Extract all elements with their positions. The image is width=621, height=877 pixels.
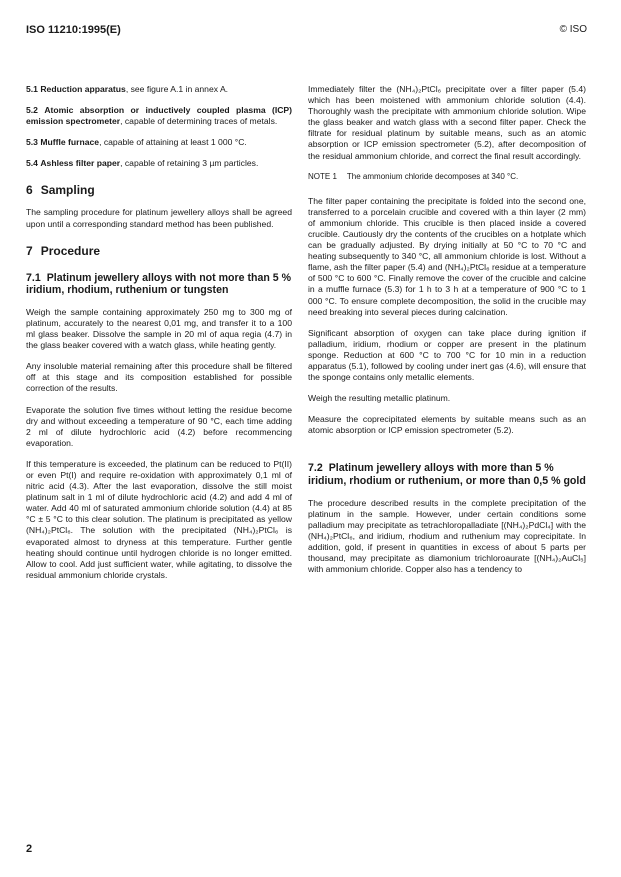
ashing-paragraph: The filter paper containing the precipitate is folded into the second one, transferred to a porcelain crucible and covered with a thin layer (2 mm) of ammonium chloride. This crucible is then placed inside a covered crucible. Cautiously dry the contents of the crucibles on a hotplate which can be gradually adjusted. By drying initially at 50 °C to 70 °C and heating subsequently to 340 °C, all ammonium chloride is lost. Without a flame, ash the filter paper (5.4) and (NH₄)₂PtCl₆ residue at a temperature of 500 °C to 600 °C. Finally remove the cover of the crucible and calcine in a muffle furnace (5.3) for 1 h to 3 h at a temperature of 900 °C to 1 000 °C. To ensure complete decomposition, the solid in the crucible may need breaking into several pieces during calcination. [308,195,586,317]
page-number: 2 [26,843,33,855]
item-5-1 [26,84,292,95]
item-number: 5.1 [26,84,38,94]
subsection-title: Platinum jewellery alloys with not more than 5 % iridium, rhodium, ruthenium or tungsten [26,271,292,297]
item-text: , capable of retaining 3 µm particles. [120,158,259,169]
oxygen-absorption-paragraph: Significant absorption of oxygen can take place during ignition if palladium, iridium, rhodium or copper are present in the platinum sponge. Reduction at 600 °C to 700 °C for 10 min in a reduction apparatus (5.1), followed by cooling under inert gas (4.6), will ensure that the sponge contains only metallic elements. [308,327,586,383]
sampling-paragraph: The sampling procedure for platinum jewellery alloys shall be agreed upon until a corresponding standard method has been published. [26,207,292,229]
subsection-title: Platinum jewellery alloys with more than 5 % iridium, rhodium or ruthenium, or more than 0,5 % gold [308,462,586,488]
note-label: NOTE 1 [308,171,337,181]
procedure-paragraph: Evaporate the solution five times without letting the residue become dry and without exceeding a temperature of 90 °C, each time adding 2 ml of dilute hydrochloric acid (4.2) before recommencing evaporation. [26,404,292,448]
item-5-3 [26,137,292,148]
page-header [26,24,587,40]
section-title: Procedure [40,243,101,258]
subsection-number: 7.1 [26,271,41,284]
procedure-paragraph: If this temperature is exceeded, the platinum can be reduced to Pt(II) or even Pt(I) and require re-oxidation with approximately 0,1 ml of nitric acid (4.3). After the last evaporation, dissolve the still moist platinum salt in 1 ml of dilute hydrochloric acid (4.2) and add 4 ml of water. Add 40 ml of saturated ammonium chloride solution (4.4) at 85 °C ± 5 °C to this clear solution. The platinum is precipitated as yellow (NH₄)₂PtCl₆. The solution with the precipitated (NH₄)₂PtCl₆ is evaporated almost to dryness at this temperature. Further gentle heating should continue until hydrogen chloride is no longer emitted. Allow to cool. Add just sufficient water, while agitating, to dissolve the residual ammonium chloride crystals. [26,458,292,580]
precipitation-paragraph: The procedure described results in the complete precipitation of the platinum in the sample. However, under certain conditions some palladium may precipitate as tetrachloropalladiate [(NH₄)₂PdCl₄] with the (NH₄)₂PtCl₆, and iridium, rhodium and ruthenium may coprecipitate. In addition, gold, if present in quantities in excess of about 5 parts per thousand, may precipitate as diamonium trichloroaurate [(NH₄)₂AuCl₅] with ammonium chloride. Copper also has a tendency to [308,497,586,575]
note-1 [308,172,586,182]
item-text: , capable of attaining at least 1 000 °C. [99,137,247,148]
item-title: Muffle furnace [40,137,100,148]
section-heading-procedure [26,244,292,258]
item-text: , see figure A.1 in annex A. [125,84,229,94]
section-title: Sampling [40,183,95,198]
left-column [26,84,292,591]
weigh-paragraph: Weigh the resulting metallic platinum. [308,393,451,404]
item-number: 5.4 [26,158,38,169]
filtering-paragraph: Immediately filter the (NH₄)₂PtCl₆ precipitate over a filter paper (5.4) which has been moistened with ammonium chloride solution (4.4). Thoroughly wash the precipitate with ammonium chloride solution. Wipe the glass beaker and watch glass with a second filter paper. Check the filtrate for residual platinum by suitable means, such as an atomic absorption or ICP emission spectrometer (5.2), after decomposition of the residual ammonium chloride, and correct the final result accordingly. [308,84,586,161]
section-heading-sampling [26,183,292,197]
copyright-mark: © ISO [559,24,587,35]
section-number: 6 [26,183,33,198]
item-title: Atomic absorption or inductively coupled plasma (ICP) emission spectrometer [26,105,293,127]
item-number: 5.2 [26,105,38,116]
section-number: 7 [26,243,33,258]
note-text: The ammonium chloride decomposes at 340 °C. [346,171,519,181]
procedure-paragraph: Weigh the sample containing approximately 250 mg to 300 mg of platinum, accurately to the nearest 0,01 mg, and transfer it to a 100 ml glass beaker. Dissolve the sample in 20 ml of aqua regia (4.7) in the glass beaker covered with a watch glass, while heating gently. [26,306,292,351]
measure-paragraph: Measure the coprecipitated elements by suitable means such as an atomic absorption or ICP emission spectrometer (5.2). [308,414,586,436]
subsection-heading-7-1 [26,272,292,297]
item-number: 5.3 [26,137,38,148]
item-text: , capable of determining traces of metals. [120,116,278,127]
item-5-4 [26,158,292,169]
right-column [308,84,586,585]
item-title: Ashless filter paper [40,158,121,169]
standard-reference: ISO 11210:1995(E) [26,24,121,36]
subsection-heading-7-2 [308,462,586,487]
item-title: Reduction apparatus [40,84,126,94]
subsection-number: 7.2 [308,462,323,475]
item-5-2 [26,105,292,127]
procedure-paragraph: Any insoluble material remaining after this procedure shall be filtered off at this stage and its composition established for possible correction of the results. [26,361,292,394]
